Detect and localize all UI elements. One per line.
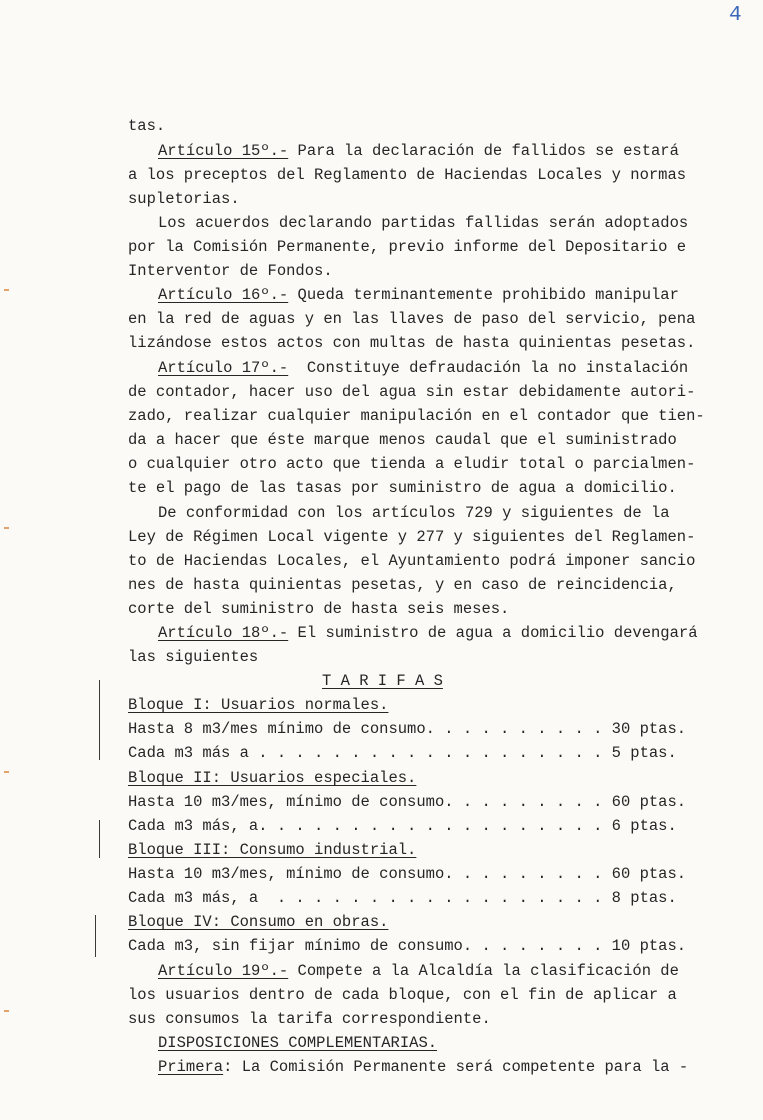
- text-line: de contador, hacer uso del agua sin estar debidamente autori-: [128, 383, 696, 401]
- tariff-row: Hasta 10 m3/mes, mínimo de consumo. . . . . . . . . 60 ptas.: [128, 793, 687, 811]
- article-19-heading: Artículo 19º.-: [158, 962, 289, 980]
- tariff-row: Hasta 10 m3/mes, mínimo de consumo. . . . . . . . . 60 ptas.: [128, 865, 687, 883]
- article-17-line: Artículo 17º.- Constituye defraudación la no instalación: [158, 359, 689, 377]
- tariff-row: Cada m3 más a . . . . . . . . . . . . . . . . . . . 5 ptas.: [128, 744, 677, 762]
- article-15-line: Artículo 15º.- Para la declaración de fallidos se estará: [158, 142, 679, 160]
- text-line: Interventor de Fondos.: [128, 262, 333, 280]
- text-line: zado, realizar cualquier manipulación en el contador que tien-: [128, 407, 705, 425]
- article-18-line: Artículo 18º.- El suministro de agua a domicilio devengará: [158, 624, 698, 642]
- text-line: te el pago de las tasas por suministro de agua a domicilio.: [128, 479, 677, 497]
- text-line: Los acuerdos declarando partidas fallidas serán adoptados: [158, 214, 689, 232]
- tariff-row: Cada m3 más, a . . . . . . . . . . . . . . . . . . 8 ptas.: [128, 889, 677, 907]
- text-line: De conformidad con los artículos 729 y siguientes de la: [158, 504, 670, 522]
- text-line: corte del suministro de hasta seis meses.: [128, 600, 510, 618]
- margin-tick: [4, 771, 9, 773]
- tariff-row: Cada m3 más, a. . . . . . . . . . . . . . . . . . . 6 ptas.: [128, 817, 677, 835]
- article-16-heading: Artículo 16º.-: [158, 286, 289, 304]
- text-line: a los preceptos del Reglamento de Haciendas Locales y normas: [128, 166, 687, 184]
- text-line: por la Comisión Permanente, previo informe del Depositario e: [128, 238, 687, 256]
- text-line: sus consumos la tarifa correspondiente.: [128, 1010, 491, 1028]
- margin-tick: [4, 1010, 9, 1012]
- tariff-row: Hasta 8 m3/mes mínimo de consumo. . . . . . . . . . 30 ptas.: [128, 720, 687, 738]
- text-line: Ley de Régimen Local vigente y 277 y siguientes del Reglamen-: [128, 528, 696, 546]
- margin-mark: [95, 915, 96, 957]
- tariff-row: Cada m3, sin fijar mínimo de consumo. . . . . . . . 10 ptas.: [128, 937, 687, 955]
- bloque-2-title: Bloque II: Usuarios especiales.: [128, 769, 417, 787]
- text-line: las siguientes: [128, 648, 259, 666]
- text-line: tas.: [128, 117, 166, 135]
- text-line: nes de hasta quinientas pesetas, y en caso de reincidencia,: [128, 576, 677, 594]
- article-17-heading: Artículo 17º.-: [158, 359, 289, 377]
- primera-heading: Primera: [158, 1058, 224, 1076]
- article-16-line: Artículo 16º.- Queda terminantemente prohibido manipular: [158, 286, 679, 304]
- margin-tick: [4, 527, 9, 529]
- text-line: supletorias.: [128, 190, 240, 208]
- article-18-heading: Artículo 18º.-: [158, 624, 289, 642]
- text-line: en la red de aguas y en las llaves de paso del servicio, pena: [128, 310, 696, 328]
- tarifas-heading: T A R I F A S: [322, 672, 443, 690]
- page-number: 4: [729, 4, 742, 27]
- primera-line: Primera: La Comisión Permanente será competente para la -: [158, 1058, 689, 1076]
- margin-mark: [99, 680, 100, 760]
- text-line: lizándose estos actos con multas de hasta quinientas pesetas.: [128, 334, 696, 352]
- disposiciones-heading: DISPOSICIONES COMPLEMENTARIAS.: [158, 1034, 438, 1052]
- bloque-1-title: Bloque I: Usuarios normales.: [128, 696, 389, 714]
- bloque-4-title: Bloque IV: Consumo en obras.: [128, 913, 389, 931]
- text-line: o cualquier otro acto que tienda a eludir total o parcialmen-: [128, 455, 696, 473]
- text-line: to de Haciendas Locales, el Ayuntamiento podrá imponer sancio: [128, 552, 696, 570]
- article-19-line: Artículo 19º.- Compete a la Alcaldía la clasificación de: [158, 962, 679, 980]
- text-line: los usuarios dentro de cada bloque, con el fin de aplicar a: [128, 986, 677, 1004]
- margin-tick: [4, 289, 9, 291]
- article-15-heading: Artículo 15º.-: [158, 142, 289, 160]
- margin-mark: [99, 820, 100, 858]
- text-line: da a hacer que éste marque menos caudal que el suministrado: [128, 431, 677, 449]
- bloque-3-title: Bloque III: Consumo industrial.: [128, 841, 417, 859]
